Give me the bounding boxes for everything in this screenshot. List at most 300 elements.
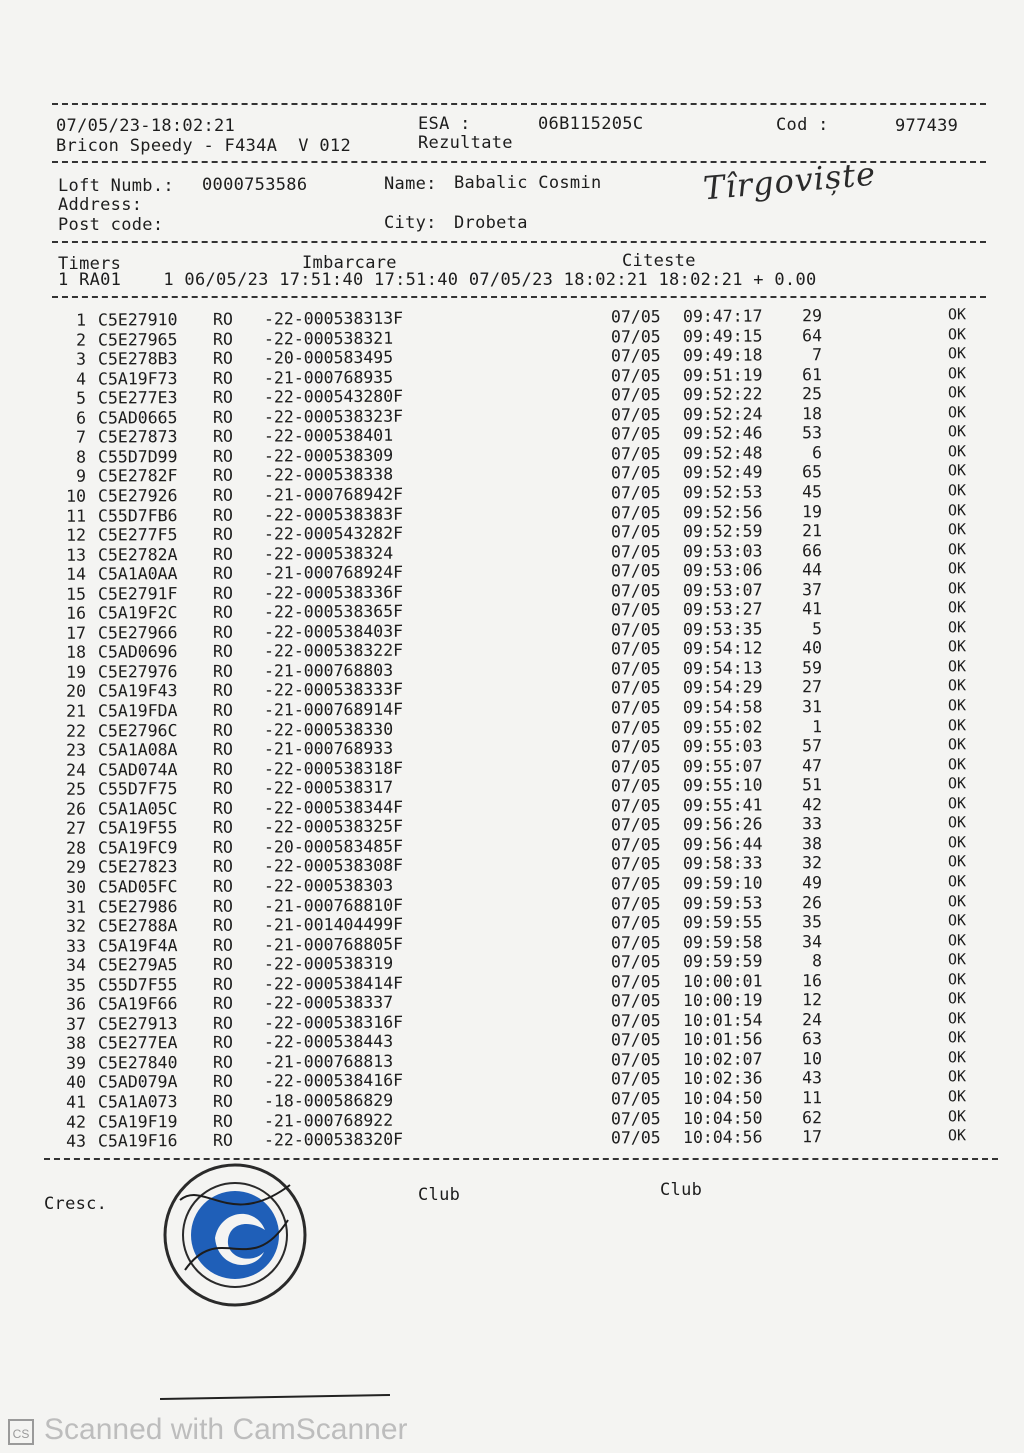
ring-serial: -21-000768935 (263, 367, 394, 388)
country-code: RO (212, 681, 233, 701)
ring-serial: -21-000768933 (263, 738, 394, 759)
ring-serial: -20-000583495 (263, 347, 394, 368)
arrival-date: 07/05 (610, 600, 661, 620)
status-ok: OK (947, 754, 967, 774)
position-number: 17 (802, 1127, 823, 1147)
position-number: 53 (802, 423, 823, 443)
ring-serial: -22-000538443 (263, 1032, 394, 1052)
ring-serial: -22-000538322F (263, 641, 404, 661)
arrival-date: 07/05 (610, 443, 661, 464)
row-number: 37 (66, 1014, 87, 1034)
ring-serial: -22-000538333F (263, 680, 404, 700)
arrival-date: 07/05 (610, 1089, 661, 1109)
ring-serial: -22-000538383F (263, 504, 404, 525)
position-number: 31 (802, 697, 823, 717)
handwritten-location: Tîrgoviște (701, 154, 878, 208)
status-ok: OK (947, 1106, 967, 1125)
arrival-date: 07/05 (610, 619, 661, 640)
ring-serial: -22-000538344F (263, 797, 404, 818)
status-ok: OK (947, 442, 967, 461)
country-code: RO (212, 954, 233, 974)
timers-label: Timers (58, 254, 122, 274)
arrival-time: 09:59:59 (682, 951, 763, 972)
doc-title: Rezultate (418, 133, 513, 153)
row-number: 43 (66, 1131, 87, 1151)
ring-id: C5A1A08A (97, 740, 178, 760)
ring-id: C5E2796C (97, 720, 178, 741)
arrival-time: 09:59:58 (682, 932, 763, 952)
arrival-time: 10:02:07 (682, 1049, 763, 1069)
row-number: 33 (66, 936, 87, 956)
arrival-date: 07/05 (610, 698, 661, 718)
ring-serial: -22-000538403F (263, 621, 404, 642)
country-code: RO (212, 1072, 233, 1092)
status-ok: OK (947, 1028, 967, 1047)
arrival-time: 09:47:17 (682, 306, 763, 326)
ring-serial: -22-000538330 (263, 719, 394, 740)
row-number: 21 (66, 701, 87, 721)
ring-id: C5A19F4A (97, 935, 178, 956)
ring-id: C5AD0696 (97, 642, 178, 662)
ring-id: C5AD0665 (97, 407, 178, 428)
arrival-date: 07/05 (610, 991, 661, 1011)
country-code: RO (212, 563, 233, 583)
row-number: 8 (76, 447, 87, 467)
arrival-date: 07/05 (610, 561, 661, 581)
position-number: 29 (802, 306, 823, 326)
arrival-time: 09:54:58 (682, 697, 763, 717)
status-ok: OK (947, 1009, 967, 1028)
position-number: 10 (802, 1049, 823, 1069)
country-code: RO (212, 348, 233, 368)
position-number: 1 (811, 716, 823, 736)
arrival-time: 09:59:55 (682, 912, 763, 933)
position-number: 49 (802, 873, 823, 893)
ring-id: C5A19F73 (97, 368, 178, 389)
row-number: 26 (66, 799, 87, 819)
ring-id: C55D7F55 (97, 974, 178, 995)
ring-id: C5E279A5 (97, 955, 178, 975)
row-number: 24 (66, 760, 87, 780)
arrival-time: 09:52:24 (682, 404, 763, 424)
position-number: 11 (802, 1088, 823, 1108)
ring-id: C5A1A073 (97, 1092, 178, 1112)
arrival-time: 10:00:01 (682, 971, 763, 991)
arrival-time: 09:53:27 (682, 599, 763, 620)
position-number: 59 (802, 658, 823, 678)
club-label-2: Club (660, 1180, 703, 1200)
country-code: RO (212, 896, 233, 916)
row-number: 11 (66, 506, 87, 526)
arrival-date: 07/05 (610, 717, 661, 737)
row-number: 22 (66, 721, 87, 741)
arrival-time: 09:52:48 (682, 443, 763, 463)
arrival-date: 07/05 (610, 365, 661, 386)
country-code: RO (212, 466, 233, 486)
country-code: RO (212, 524, 233, 544)
status-ok: OK (947, 813, 967, 832)
country-code: RO (212, 1013, 233, 1033)
position-number: 33 (802, 814, 823, 834)
arrival-date: 07/05 (610, 385, 661, 405)
position-number: 18 (802, 403, 823, 424)
table-row (56, 1126, 976, 1151)
ring-id: C55D7D99 (97, 446, 178, 467)
divider-timers (52, 241, 986, 243)
position-number: 44 (802, 560, 823, 580)
ring-id: C5E277F5 (97, 525, 178, 545)
country-code: RO (212, 622, 233, 642)
arrival-time: 09:52:49 (682, 462, 763, 483)
ring-serial: -22-000538303 (263, 875, 394, 896)
row-number: 6 (76, 408, 87, 428)
ring-id: C5E27986 (97, 896, 178, 917)
arrival-time: 09:55:02 (682, 717, 763, 737)
arrival-date: 07/05 (610, 1069, 661, 1089)
status-ok: OK (947, 950, 967, 969)
arrival-time: 10:04:50 (682, 1108, 763, 1128)
imbarcare-label: Imbarcare (302, 253, 397, 273)
country-code: RO (212, 915, 233, 935)
ring-serial: -21-000768942F (263, 484, 404, 505)
country-code: RO (212, 407, 233, 427)
scanner-watermark (0, 1411, 1024, 1453)
status-ok: OK (947, 696, 967, 715)
ring-serial: -21-000768810F (263, 895, 404, 916)
ring-id: C5E2782A (97, 544, 178, 565)
ring-serial: -22-000538321 (263, 328, 394, 349)
arrival-time: 10:04:56 (682, 1127, 763, 1148)
country-code: RO (212, 485, 233, 505)
position-number: 7 (811, 345, 823, 365)
position-number: 5 (811, 618, 823, 638)
row-number: 16 (66, 603, 87, 623)
country-code: RO (212, 329, 233, 349)
arrival-time: 09:52:53 (682, 482, 763, 502)
arrival-date: 07/05 (610, 834, 661, 855)
ring-id: C5E278B3 (97, 349, 178, 369)
status-ok: OK (947, 461, 967, 480)
row-number: 1 (76, 310, 87, 330)
row-number: 5 (76, 388, 87, 408)
country-code: RO (212, 642, 233, 662)
row-number: 20 (66, 682, 87, 702)
arrival-date: 07/05 (610, 639, 661, 659)
position-number: 62 (802, 1107, 823, 1127)
arrival-date: 07/05 (610, 580, 661, 601)
country-code: RO (212, 720, 233, 740)
status-ok: OK (947, 891, 967, 910)
ring-serial: -22-000538324 (263, 543, 394, 564)
ring-serial: -22-000538318F (263, 758, 404, 779)
row-number: 18 (66, 642, 87, 663)
ring-serial: -21-000768924F (263, 562, 404, 583)
ring-serial: -22-000538414F (263, 973, 404, 994)
ring-id: C5E27966 (97, 622, 178, 643)
arrival-date: 07/05 (610, 893, 661, 913)
ring-serial: -22-000538336F (263, 582, 404, 603)
position-number: 63 (802, 1029, 823, 1049)
position-number: 43 (802, 1068, 823, 1088)
cresc-label: Cresc. (44, 1194, 108, 1214)
country-code: RO (212, 368, 233, 388)
ring-id: C5E277EA (97, 1033, 178, 1053)
ring-id: C55D7FB6 (97, 505, 178, 526)
position-number: 26 (802, 892, 823, 912)
status-ok: OK (947, 383, 967, 402)
arrival-time: 09:49:18 (682, 345, 763, 366)
ring-id: C5A1A0AA (97, 564, 178, 584)
arrival-date: 07/05 (610, 854, 661, 874)
camscanner-text: Scanned with CamScanner (44, 1413, 408, 1446)
arrival-time: 09:55:03 (682, 736, 763, 757)
ring-serial: -21-000768922 (263, 1110, 394, 1131)
ring-id: C5A1A05C (97, 798, 178, 819)
arrival-date: 07/05 (610, 737, 661, 757)
position-number: 12 (802, 990, 823, 1010)
position-number: 35 (802, 912, 823, 932)
row-number: 15 (66, 584, 87, 604)
status-ok: OK (947, 481, 967, 500)
row-number: 40 (66, 1073, 87, 1093)
arrival-date: 07/05 (610, 971, 661, 992)
arrival-date: 07/05 (610, 522, 661, 542)
arrival-date: 07/05 (610, 874, 661, 894)
position-number: 32 (802, 853, 823, 873)
arrival-time: 09:49:15 (682, 326, 763, 346)
row-number: 29 (66, 858, 87, 878)
status-ok: OK (947, 363, 967, 383)
position-number: 61 (802, 364, 823, 384)
row-number: 38 (66, 1033, 87, 1054)
arrival-date: 07/05 (610, 346, 661, 366)
status-ok: OK (947, 969, 967, 989)
cod-value: 977439 (895, 116, 959, 136)
row-number: 27 (66, 818, 87, 839)
ring-id: C5A19F55 (97, 818, 178, 838)
camscanner-logo: CS (8, 1419, 34, 1445)
country-code: RO (212, 876, 233, 896)
ring-serial: -22-000538317 (263, 777, 394, 798)
status-ok: OK (947, 794, 967, 813)
divider-top (52, 103, 986, 105)
arrival-time: 09:52:46 (682, 423, 763, 444)
row-number: 31 (66, 897, 87, 917)
row-number: 36 (66, 994, 87, 1014)
status-ok: OK (947, 911, 967, 930)
arrival-time: 09:59:10 (682, 873, 763, 893)
ring-serial: -21-000768805F (263, 934, 404, 955)
ring-serial: -22-000538323F (263, 406, 404, 427)
ring-id: C5E27840 (97, 1052, 178, 1073)
country-code: RO (212, 446, 233, 466)
ring-id: C5E27913 (97, 1013, 178, 1034)
status-ok: OK (947, 559, 967, 578)
arrival-time: 09:55:41 (682, 795, 763, 815)
arrival-time: 09:52:22 (682, 384, 763, 405)
ring-serial: -22-000538320F (263, 1129, 404, 1150)
position-number: 42 (802, 794, 823, 815)
esa-value: 06B115205C (538, 114, 644, 134)
country-code: RO (212, 544, 233, 564)
position-number: 8 (811, 951, 823, 971)
country-code: RO (212, 1033, 233, 1053)
status-ok: OK (947, 578, 967, 598)
ring-id: C5A19FDA (97, 701, 178, 721)
country-code: RO (212, 387, 233, 408)
arrival-date: 07/05 (610, 463, 661, 483)
ring-id: C5E27965 (97, 329, 178, 350)
arrival-date: 07/05 (610, 1030, 661, 1050)
arrival-time: 10:01:56 (682, 1029, 763, 1050)
ring-serial: -22-000538365F (263, 601, 404, 622)
arrival-date: 07/05 (610, 502, 661, 522)
arrival-date: 07/05 (610, 424, 661, 444)
ring-id: C5A19F43 (97, 681, 178, 701)
arrival-date: 07/05 (610, 1050, 661, 1070)
arrival-date: 07/05 (610, 1010, 661, 1031)
arrival-date: 07/05 (610, 815, 661, 835)
country-code: RO (212, 739, 233, 759)
arrival-time: 10:04:50 (682, 1088, 763, 1108)
status-ok: OK (947, 930, 967, 949)
country-code: RO (212, 778, 233, 799)
arrival-date: 07/05 (610, 326, 661, 346)
arrival-time: 09:54:13 (682, 658, 763, 678)
country-code: RO (212, 427, 233, 447)
status-ok: OK (947, 637, 967, 656)
status-ok: OK (947, 735, 967, 754)
name-label: Name: (384, 174, 437, 194)
esa-label: ESA : (418, 114, 471, 134)
arrival-time: 09:51:19 (682, 365, 763, 385)
arrival-time: 09:55:10 (682, 775, 763, 796)
position-number: 66 (802, 540, 823, 560)
ring-serial: -22-000543280F (263, 386, 404, 407)
arrival-time: 09:56:44 (682, 834, 763, 854)
ring-id: C5A19F66 (97, 994, 178, 1014)
arrival-time: 09:53:03 (682, 541, 763, 561)
arrival-time: 09:55:07 (682, 756, 763, 776)
ring-id: C5E2782F (97, 466, 178, 486)
city-label: City: (384, 213, 437, 233)
ring-serial: -21-000768813 (263, 1051, 394, 1072)
country-code: RO (212, 798, 233, 818)
ring-serial: -22-000538338 (263, 465, 394, 485)
position-number: 6 (811, 442, 823, 463)
arrival-date: 07/05 (610, 307, 661, 327)
arrival-time: 09:56:26 (682, 814, 763, 835)
status-ok: OK (947, 618, 967, 637)
city-value: Drobeta (454, 213, 528, 233)
arrival-time: 09:52:59 (682, 521, 763, 542)
name-value: Babalic Cosmin (454, 173, 602, 193)
row-number: 17 (66, 623, 87, 643)
row-number: 19 (66, 662, 87, 682)
loft-label: Loft Numb.: (58, 176, 174, 196)
row-number: 14 (66, 564, 87, 584)
ring-id: C5A19F19 (97, 1111, 178, 1132)
arrival-time: 10:02:36 (682, 1068, 763, 1089)
loft-value: 0000753586 (202, 175, 308, 195)
status-ok: OK (947, 657, 967, 676)
status-ok: OK (947, 344, 967, 363)
timer-line: 1 RA01 1 06/05/23 17:51:40 17:51:40 07/05/23 18:02:21 18:02:21 + 0.00 (58, 270, 817, 290)
ring-id: C5E27823 (97, 857, 178, 877)
position-number: 16 (802, 970, 823, 990)
arrival-time: 09:53:35 (682, 619, 763, 639)
ring-serial: -22-000538313F (263, 308, 404, 329)
position-number: 41 (802, 599, 823, 619)
device-name: Bricon Speedy - F434A V 012 (56, 136, 351, 156)
position-number: 64 (802, 325, 823, 345)
arrival-time: 09:53:07 (682, 580, 763, 600)
position-number: 45 (802, 482, 823, 502)
country-code: RO (212, 505, 233, 525)
status-ok: OK (947, 598, 967, 617)
status-ok: OK (947, 324, 967, 343)
club-stamp (160, 1160, 310, 1310)
status-ok: OK (947, 539, 967, 558)
row-number: 32 (66, 916, 87, 936)
row-number: 34 (66, 955, 87, 975)
ring-serial: -22-000538319 (263, 953, 394, 974)
row-number: 3 (76, 349, 87, 369)
arrival-time: 10:00:19 (682, 990, 763, 1011)
arrival-time: 09:53:06 (682, 560, 763, 581)
ring-serial: -22-000538401 (263, 426, 394, 446)
ring-serial: -18-000586829 (263, 1090, 394, 1111)
ring-id: C5E2788A (97, 916, 178, 936)
country-code: RO (212, 1111, 233, 1131)
row-number: 35 (66, 975, 87, 995)
position-number: 24 (802, 1009, 823, 1030)
position-number: 40 (802, 638, 823, 658)
position-number: 34 (802, 931, 823, 951)
status-ok: OK (947, 989, 967, 1008)
row-number: 2 (76, 330, 87, 350)
country-code: RO (212, 583, 233, 603)
position-number: 51 (802, 775, 823, 795)
position-number: 27 (802, 677, 823, 697)
row-number: 25 (66, 779, 87, 799)
cod-label: Cod : (776, 115, 829, 135)
country-code: RO (212, 1052, 233, 1072)
status-ok: OK (947, 1126, 967, 1145)
arrival-date: 07/05 (610, 1128, 661, 1148)
row-number: 13 (66, 545, 87, 565)
status-ok: OK (947, 403, 967, 422)
country-code: RO (212, 818, 233, 838)
print-datetime: 07/05/23-18:02:21 (56, 116, 236, 136)
arrival-date: 07/05 (610, 913, 661, 933)
country-code: RO (212, 857, 233, 877)
status-ok: OK (947, 422, 967, 441)
ring-serial: -22-000538337 (263, 993, 394, 1013)
country-code: RO (212, 1091, 233, 1111)
ring-serial: -22-000538308F (263, 856, 404, 876)
country-code: RO (212, 661, 233, 681)
arrival-time: 09:52:56 (682, 501, 763, 522)
position-number: 37 (802, 579, 823, 599)
ring-id: C55D7F75 (97, 779, 178, 799)
citeste-label: Citeste (622, 251, 696, 271)
country-code: RO (212, 700, 233, 720)
ring-id: C5AD05FC (97, 877, 178, 897)
status-ok: OK (947, 305, 967, 324)
country-code: RO (212, 935, 233, 955)
status-ok: OK (947, 774, 967, 793)
